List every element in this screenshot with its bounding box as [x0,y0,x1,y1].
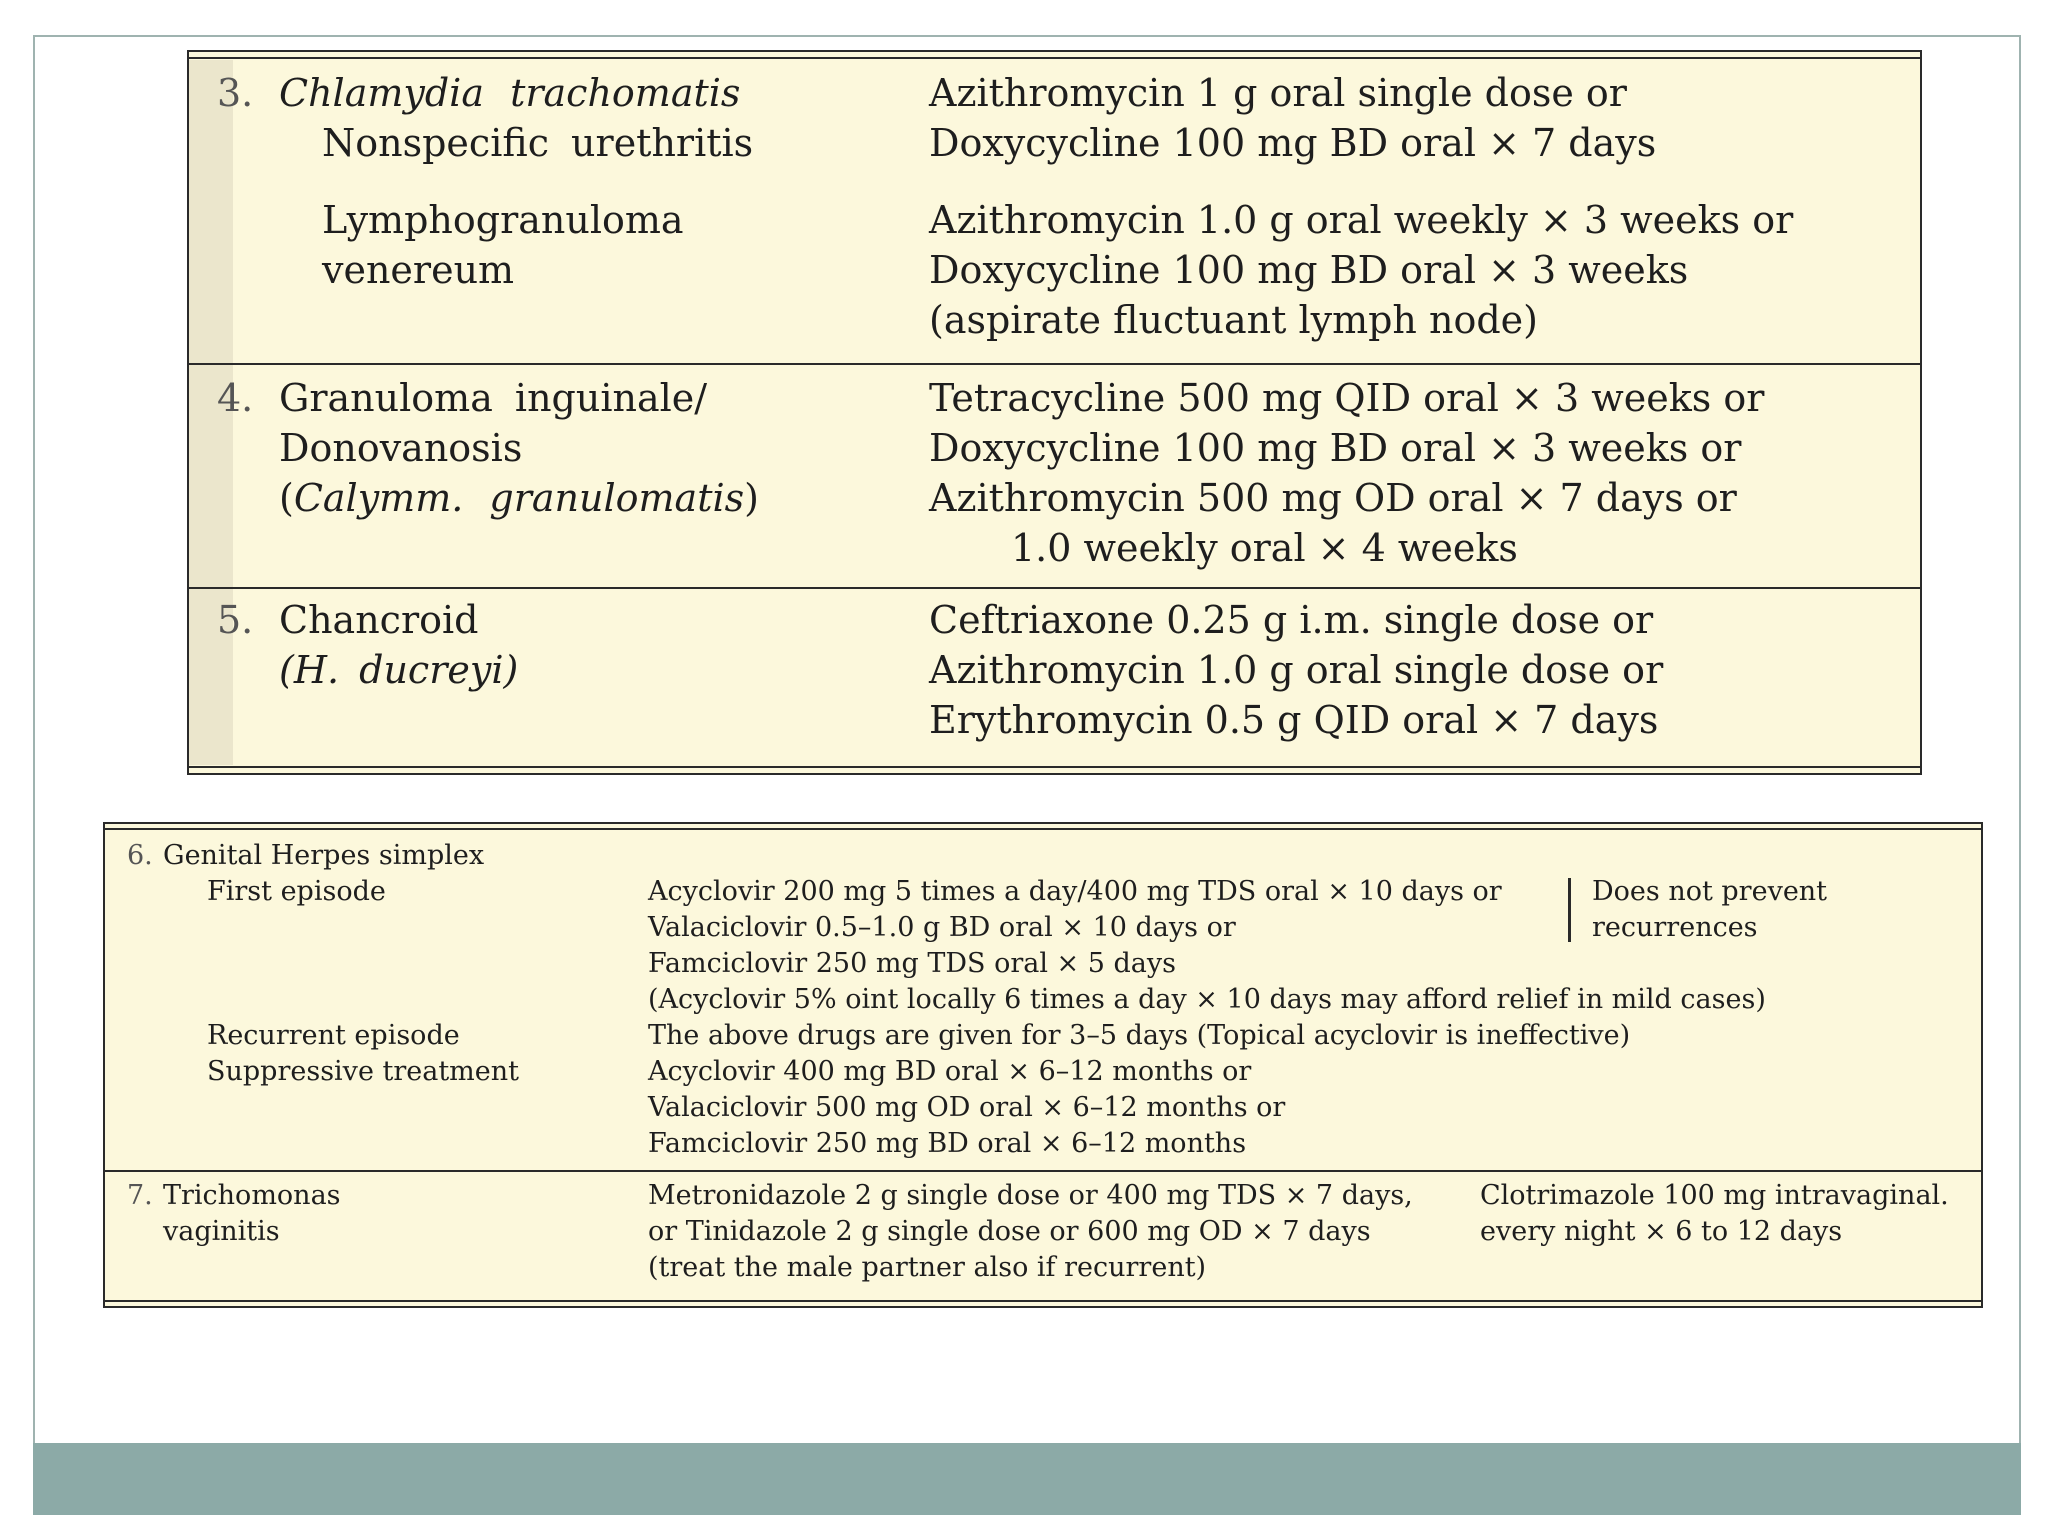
sub-condition-label: Recurrent episode [207,1020,460,1051]
treatment-line: Tetracycline 500 mg QID oral × 3 weeks or [929,376,1765,420]
condition-label: Lymphogranuloma [322,198,684,242]
condition-label: Donovanosis [279,426,523,470]
condition-label: Trichomonas [163,1180,341,1211]
treatment-line: The above drugs are given for 3–5 days (Topical acyclovir is ineffective) [648,1020,1631,1051]
condition-label: vaginitis [163,1216,280,1247]
note-line: Does not prevent [1592,876,1828,907]
sub-condition-label: Suppressive treatment [207,1056,520,1087]
treatment-line: Azithromycin 1.0 g oral weekly × 3 weeks or [929,198,1794,242]
table-row-7 [105,1170,1981,1302]
condition-label: Chancroid [279,598,479,642]
treatment-line: or Tinidazole 2 g single dose or 600 mg OD × 7 days [648,1216,1371,1247]
treatment-line: Azithromycin 500 mg OD oral × 7 days or [929,476,1737,520]
table-row-4 [189,363,1920,585]
organism-name: Chlamydia trachomatis [279,71,741,115]
treatment-line: 1.0 weekly oral × 4 weeks [1011,526,1518,570]
treatment-line: Acyclovir 200 mg 5 times a day/400 mg TDS oral × 10 days or [648,876,1502,907]
sub-condition-label: First episode [207,876,386,907]
condition-label: Granuloma inguinale/ [279,376,708,420]
footer-band [33,1443,2021,1515]
treatment-line: (Acyclovir 5% oint locally 6 times a day × 10 days may afford relief in mild cases) [648,984,1766,1015]
treatment-line: (aspirate fluctuant lymph node) [929,298,1538,342]
table-row-3 [189,60,1920,360]
row-number: 3. [217,71,254,115]
treatment-line: Valaciclovir 500 mg OD oral × 6–12 months or [648,1092,1286,1123]
row-number: 7. [127,1180,153,1211]
treatment-line: Azithromycin 1 g oral single dose or [929,71,1627,115]
treatment-line: Doxycycline 100 mg BD oral × 3 weeks [929,248,1689,292]
treatment-line: (treat the male partner also if recurrent) [648,1252,1207,1283]
table-row-6 [105,830,1981,1172]
brace-mark [1568,878,1571,942]
treatment-line: Valaciclovir 0.5–1.0 g BD oral × 10 days or [648,912,1236,943]
treatment-table-bottom [103,822,1983,1308]
condition-label: venereum [322,248,515,292]
treatment-line: Famciclovir 250 mg TDS oral × 5 days [648,948,1177,979]
row-number: 4. [217,376,254,420]
treatment-line: Erythromycin 0.5 g QID oral × 7 days [929,698,1659,742]
condition-label: Nonspecific urethritis [322,121,754,165]
treatment-line: Ceftriaxone 0.25 g i.m. single dose or [929,598,1654,642]
alt-treatment-line: Clotrimazole 100 mg intravaginal. [1480,1180,1949,1211]
treatment-line: Metronidazole 2 g single dose or 400 mg TDS × 7 days, [648,1180,1413,1211]
alt-treatment-line: every night × 6 to 12 days [1480,1216,1843,1247]
condition-label: Genital Herpes simplex [163,840,485,871]
treatment-line: Acyclovir 400 mg BD oral × 6–12 months or [648,1056,1252,1087]
organism-name: (Calymm. granulomatis) [279,476,759,520]
treatment-line: Azithromycin 1.0 g oral single dose or [929,648,1664,692]
organism-name: (H. ducreyi) [279,648,519,692]
row-number: 5. [217,598,254,642]
treatment-line: Doxycycline 100 mg BD oral × 3 weeks or [929,426,1742,470]
treatment-table-top [187,50,1922,775]
treatment-line: Doxycycline 100 mg BD oral × 7 days [929,121,1657,165]
row-number: 6. [127,840,153,871]
table-row-5 [189,587,1920,759]
treatment-line: Famciclovir 250 mg BD oral × 6–12 months [648,1128,1247,1159]
note-line: recurrences [1592,912,1758,943]
